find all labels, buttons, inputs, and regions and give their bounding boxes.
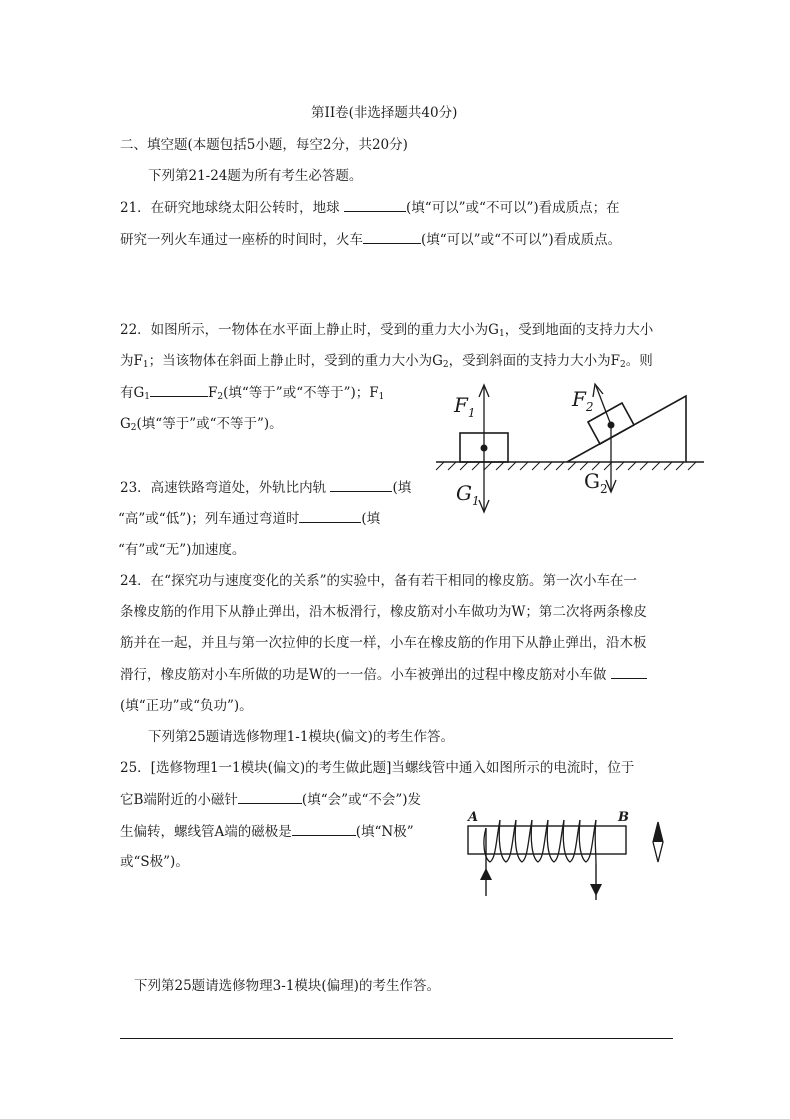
label-b: B <box>618 810 629 825</box>
intro-q25-liberal: 下列第25题请选修物理1-1模块(偏文)的考生作答。 <box>148 729 454 745</box>
q25-blank1[interactable] <box>238 789 302 804</box>
q24-line1: 24．在“探究功与速度变化的关系”的实验中，备有若干相同的橡皮筋。第一次小车在一 <box>120 573 637 589</box>
intro-q25-science: 下列第25题请选修物理3-1模块(偏理)的考生作答。 <box>134 978 440 994</box>
section-title: 第II卷(非选择题共40分) <box>311 105 458 121</box>
q25-line4: 或“S极”)。 <box>120 854 189 870</box>
label-f2: $F_2$ <box>572 387 594 414</box>
q25-line3: 生偏转，螺线管A端的磁极是 (填“N极” <box>120 821 414 842</box>
q23-blank2[interactable] <box>299 508 361 523</box>
q23-line3: “有”或“无”)加速度。 <box>118 542 246 558</box>
label-g2: $G_2$ <box>584 469 608 496</box>
footer-rule <box>120 1038 673 1039</box>
q23-line1: 23．高速铁路弯道处，外轨比内轨 (填 <box>120 477 411 498</box>
q22-line3: 有$G_1$ $F_2$(填“等于”或“不等于”)；$F_1$ <box>120 382 384 403</box>
ground-hatch <box>436 462 696 470</box>
q24-blank[interactable] <box>611 664 647 679</box>
q24-line2: 条橡皮筋的作用下从静止弹出，沿木板滑行，橡皮筋对小车做功为W；第二次将两条橡皮 <box>120 604 647 620</box>
q22-line4: $G_2$(填“等于”或“不等于”)。 <box>120 416 283 433</box>
q25-blank2[interactable] <box>292 821 356 836</box>
compass-needle-north <box>653 822 663 842</box>
intro-required: 下列第21-24题为所有考生必答题。 <box>148 168 363 184</box>
q21-line1: 21．在研究地球绕太阳公转时，地球 (填“可以”或“不可以”)看成质点；在 <box>120 197 620 218</box>
f2-arrow <box>596 386 611 425</box>
q23-line2: “高”或“低”)；列车通过弯道时 (填 <box>118 508 380 529</box>
q21-blank1[interactable] <box>344 197 406 212</box>
part2-heading: 二、填空题(本题包括5小题，每空2分，共20分) <box>120 137 408 153</box>
q25-line2: 它B端附近的小磁针 (填“会”或“不会”)发 <box>120 789 421 810</box>
q24-line4: 滑行，橡皮筋对小车所做的功是W的一一倍。小车被弹出的过程中橡皮筋对小车做 <box>120 664 647 685</box>
q22-line1: 22．如图所示，一物体在水平面上静止时，受到的重力大小为$G_1$，受到地面的支持力大小 <box>120 322 654 339</box>
q25-line1: 25．[选修物理1一1模块(偏文)的考生做此题]当螺线管中通入如图所示的电流时，位于 <box>120 760 635 776</box>
label-a: A <box>468 810 479 825</box>
current-out-arrow <box>590 884 602 896</box>
q21-blank2[interactable] <box>363 229 421 244</box>
q24-line3: 筋并在一起，并且与第一次拉伸的长度一样，小车在橡皮筋的作用下从静止弹出，沿木板 <box>120 635 647 651</box>
q22-line2: 为$F_1$；当该物体在斜面上静止时，受到的重力大小为$G_2$，受到斜面的支持力大小为$F_2$。则 <box>120 353 653 370</box>
solenoid-figure <box>462 806 682 906</box>
q22-blank1[interactable] <box>150 382 208 397</box>
current-in-arrow <box>480 868 492 880</box>
q23-blank1[interactable] <box>330 477 392 492</box>
label-g1: $G_1$ <box>456 481 480 508</box>
label-f1: $F_1$ <box>454 393 476 420</box>
q24-line5: (填“正功”或“负功”)。 <box>120 698 253 714</box>
q21-line2: 研究一列火车通过一座桥的时间时，火车 (填“可以”或“不可以”)看成质点。 <box>120 229 621 250</box>
force-figure <box>434 380 714 515</box>
